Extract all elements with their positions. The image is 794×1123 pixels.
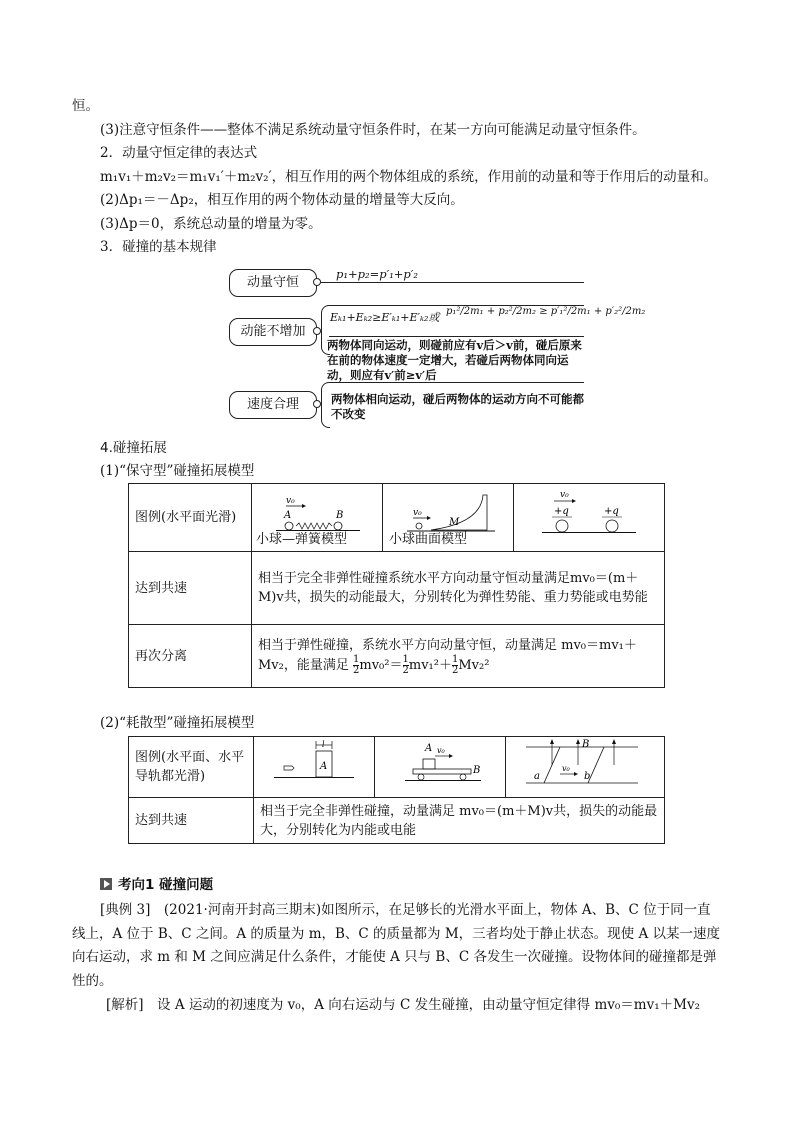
example-text: 线上，A 位于 B、C 之间。A 的质量为 m，B、C 的质量都为 M，三者均处于静止状态。现使 A 以某一速度 <box>72 926 720 942</box>
cell-description: 相当于弹性碰撞，系统水平方向动量守恒，动量满足 mv₀＝mv₁＋Mv₂，能量满足 $\frac{1}{2}$ mv₀²＝ $\frac{1}{2}$ mv₁²＋ $\frac{1}{2}$ Mv₂² <box>252 625 665 688</box>
svg-text:B: B <box>473 765 481 776</box>
text-line <box>100 167 717 187</box>
svg-text:l: l <box>322 740 325 749</box>
connector-dot <box>313 400 321 408</box>
cell-label: 再次分离 <box>129 625 252 688</box>
section-heading: 4.碰撞拓展 <box>100 440 167 456</box>
figure-caption: 小球—弹簧模型 <box>256 532 348 547</box>
svg-text:v₀: v₀ <box>437 746 445 755</box>
label-momentum-conservation: 动量守恒 <box>229 269 317 297</box>
solution-text: [解析] 设 A 运动的初速度为 v₀，A 向右运动与 C 发生碰撞，由动量守恒定律得 mv₀＝mv₁＋Mv₂ <box>106 997 700 1013</box>
connector-dot <box>313 327 321 335</box>
section-tag-text: 考向1 碰撞问题 <box>118 877 214 893</box>
text-line: 恒。 <box>72 98 99 114</box>
example-text: 性的。 <box>72 973 113 989</box>
ball-a-label: A <box>284 509 292 521</box>
velocity-rule-same-direction: 两物体同向运动，则碰前应有v后＞v前，碰后原来在前的物体速度一定增大，若碰后两物体同向运动，则应有v′前≥v′后 <box>327 338 582 382</box>
svg-text:+q: +q <box>604 505 619 517</box>
cell-label: 图例(水平面光滑) <box>129 484 252 552</box>
text-fragment: ，相互作用的两个物体组成的系统，作用前的动量和等于作用后的动量和。 <box>271 169 718 185</box>
text-line: (1)“保守型”碰撞拓展模型 <box>100 463 255 479</box>
block-b-label: B <box>336 509 344 521</box>
svg-text:v₀: v₀ <box>562 764 570 773</box>
cell-figure-curved <box>383 484 514 552</box>
text-line: (2)Δp₁＝－Δp₂，相互作用的两个物体动量的增量等大反向。 <box>100 192 464 208</box>
svg-text:A: A <box>425 743 433 754</box>
text-line: (3)注意守恒条件——整体不满足系统动量守恒条件时，在某一方向可能满足动量守恒条件。 <box>100 122 646 138</box>
rule-line <box>329 382 584 383</box>
example-text: [典例 3] (2021·河南开封高三期末)如图所示，在足够长的光滑水平面上，物体 A、B、C 位于同一直 <box>100 902 711 918</box>
conservative-model-table <box>128 483 665 688</box>
dissipative-model-table <box>128 736 665 844</box>
svg-text:b: b <box>584 771 591 782</box>
cell-figure-rails <box>506 737 665 798</box>
cell-figure-spring <box>252 484 383 552</box>
cell-description: 相当于完全非弹性碰撞，动量满足 mv₀＝(m＋M)v共，损失的动能最大，分别转化为内能或电能 <box>254 798 665 844</box>
text-line: (3)Δp＝0，系统总动量的增量为零。 <box>100 216 322 232</box>
rule-line <box>320 282 584 283</box>
cell-label: 达到共速 <box>129 798 254 844</box>
v0-label: v₀ <box>286 495 295 506</box>
play-triangle-icon <box>100 878 112 890</box>
charged-balls-figure <box>514 485 664 545</box>
cell-figure-bullet <box>254 737 375 798</box>
svg-text:v₀: v₀ <box>413 507 422 518</box>
text-line: (2)“耗散型”碰撞拓展模型 <box>100 715 255 731</box>
section-tag <box>100 873 213 893</box>
cell-description: 相当于完全非弹性碰撞系统水平方向动量守恒动量满足mv₀＝(m＋M)v共，损失的动能最大，分别转化为弹性势能、重力势能或电势能 <box>252 552 665 625</box>
svg-text:B: B <box>582 739 590 750</box>
figure-caption: 小球曲面模型 <box>389 532 468 547</box>
bullet-block-figure <box>254 737 374 791</box>
bracket <box>321 382 330 428</box>
cell-figure-board <box>375 737 506 798</box>
text-line: 2．动量守恒定律的表达式 <box>100 145 258 161</box>
rule-line <box>329 336 584 337</box>
svg-text:A: A <box>320 761 328 772</box>
cell-figure-charges <box>514 484 665 552</box>
cell-label: 图例(水平面、水平导轨都光滑) <box>129 737 254 798</box>
rails-rods-figure <box>506 737 656 791</box>
example-text: 向右运动，求 m 和 M 之间应满足什么条件，才能使 A 只与 B、C 各发生一次碰撞。设物体间的碰撞都是弹 <box>72 949 717 965</box>
formula-energy: Eₖ₁+Eₖ₂≥E′ₖ₁+E′ₖ₂或 <box>330 311 440 324</box>
label-velocity-reasonable: 速度合理 <box>229 391 317 419</box>
formula-momentum: p₁+p₂=p′₁+p′₂ <box>336 267 419 281</box>
section-heading: 3．碰撞的基本规律 <box>100 239 217 255</box>
cell-label: 达到共速 <box>129 552 252 625</box>
formula-energy-fraction: p₁²/2m₁ + p₂²/2m₂ ≥ p′₁²/2m₁ + p′₂²/2m₂ <box>446 306 646 317</box>
svg-text:M: M <box>449 516 460 528</box>
svg-text:a: a <box>534 771 540 782</box>
svg-text:v₀: v₀ <box>560 489 569 500</box>
block-board-figure <box>375 737 505 791</box>
label-kinetic-energy: 动能不增加 <box>229 318 317 346</box>
velocity-rule-opposite-direction: 两物体相向运动，碰后两物体的运动方向不可能都不改变 <box>331 392 584 421</box>
svg-text:+q: +q <box>554 505 569 517</box>
equation: m₁v₁＋m₂v₂＝m₁v₁′＋m₂v₂′ <box>100 169 272 185</box>
